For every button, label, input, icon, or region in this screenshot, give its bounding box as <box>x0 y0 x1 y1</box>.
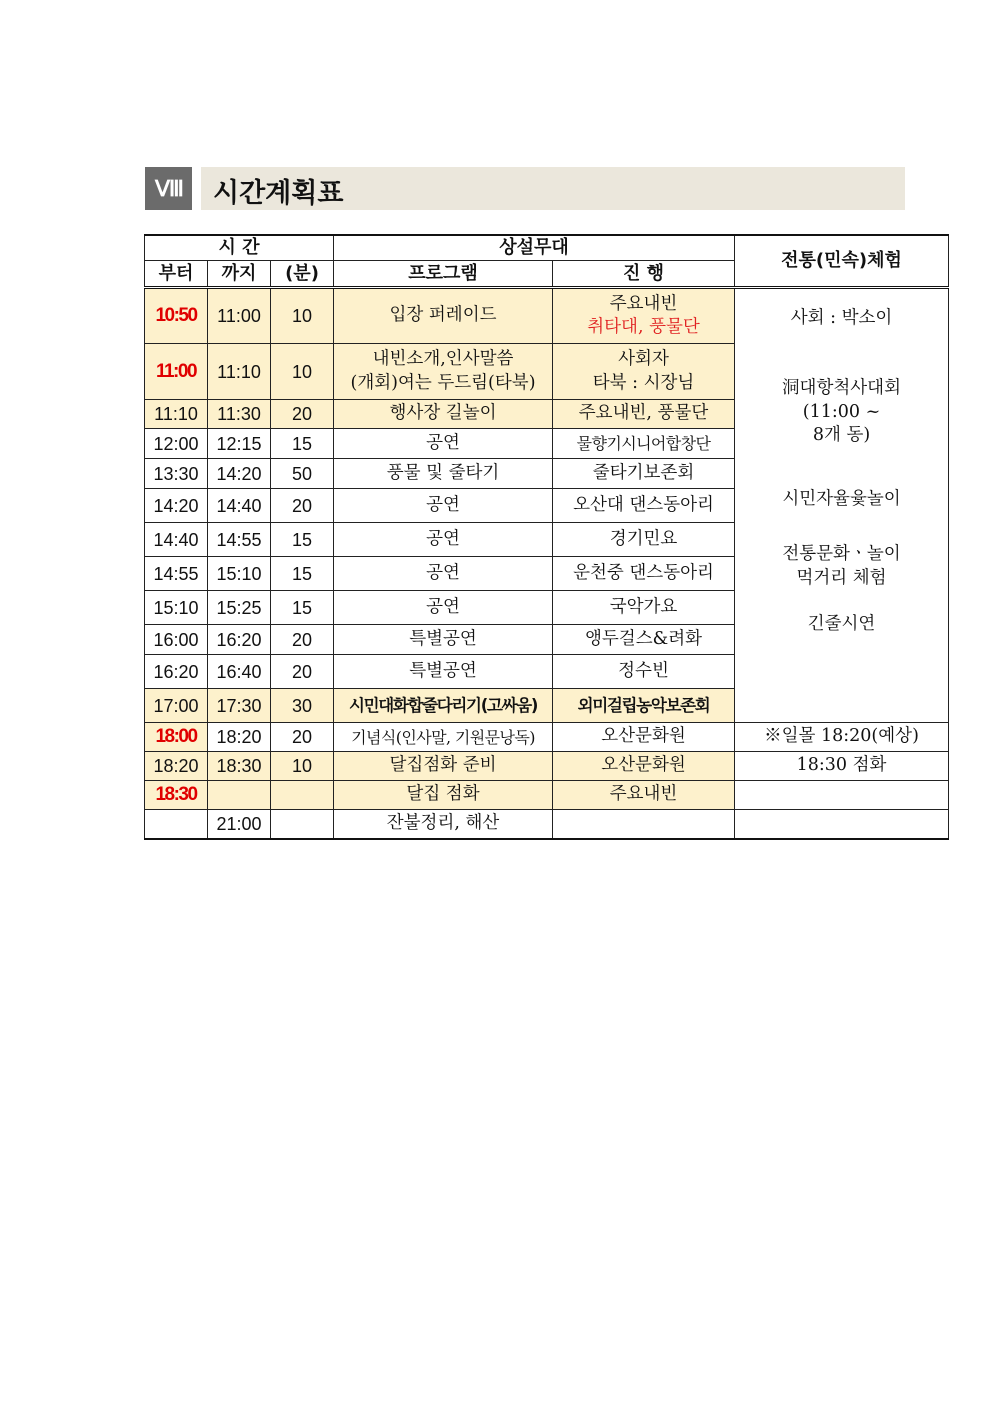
host-line: 주요내빈 <box>609 293 678 314</box>
cell-host: 오산문화원 <box>553 752 735 781</box>
traditional-item: 8개 동) <box>812 425 871 446</box>
cell-to: 12:15 <box>208 429 271 459</box>
section-header <box>145 167 905 210</box>
cell-host: 앵두걸스&려화 <box>553 625 735 655</box>
traditional-item: (11:00 ~ <box>802 401 881 422</box>
cell-host: 운천중 댄스동아리 <box>553 557 735 591</box>
host-line: 타북 : 시장님 <box>592 372 695 393</box>
cell-program: 달집 점화 <box>334 781 553 810</box>
cell-host <box>553 344 735 400</box>
cell-to: 16:20 <box>208 625 271 655</box>
header-host: 진 행 <box>553 261 735 288</box>
cell-program: 기념식(인사말, 기원문낭독) <box>334 723 553 752</box>
section-title-box <box>201 167 905 210</box>
cell-program: 달집점화 준비 <box>334 752 553 781</box>
header-stage: 상설무대 <box>334 235 735 261</box>
cell-to: 14:40 <box>208 489 271 523</box>
cell-program: 행사장 길놀이 <box>334 400 553 429</box>
cell-host: 줄타기보존회 <box>553 459 735 489</box>
cell-program: 특별공연 <box>334 655 553 689</box>
program-line: 내빈소개,인사말씀 <box>372 349 514 370</box>
cell-min: 20 <box>271 400 334 429</box>
cell-to: 16:40 <box>208 655 271 689</box>
header-program: 프로그램 <box>334 261 553 288</box>
cell-min: 20 <box>271 723 334 752</box>
traditional-item: 洞대항척사대회 <box>782 377 901 398</box>
cell-program: 공연 <box>334 429 553 459</box>
cell-from: 11:10 <box>145 400 208 429</box>
cell-min: 10 <box>271 288 334 344</box>
cell-host: 오산대 댄스동아리 <box>553 489 735 523</box>
traditional-item: 시민자율윷놀이 <box>782 488 901 509</box>
cell-host: 물향기시니어합창단 <box>553 429 735 459</box>
cell-min <box>271 810 334 839</box>
cell-side <box>735 810 949 839</box>
cell-side: ※일몰 18:20(예상) <box>735 723 949 752</box>
cell-min: 15 <box>271 591 334 625</box>
cell-min <box>271 781 334 810</box>
table-row <box>145 288 949 344</box>
cell-to: 18:20 <box>208 723 271 752</box>
cell-host: 정수빈 <box>553 655 735 689</box>
cell-from: 13:30 <box>145 459 208 489</box>
traditional-item: 먹거리 체험 <box>796 568 887 589</box>
table-row <box>145 781 949 810</box>
cell-from: 11:00 <box>145 344 208 400</box>
cell-program: 잔불정리, 해산 <box>334 810 553 839</box>
cell-host: 주요내빈, 풍물단 <box>553 400 735 429</box>
cell-to: 21:00 <box>208 810 271 839</box>
cell-min: 30 <box>271 689 334 723</box>
cell-from: 18:20 <box>145 752 208 781</box>
header-from: 부터 <box>145 261 208 288</box>
traditional-item: 긴줄시연 <box>807 613 876 634</box>
table-row <box>145 723 949 752</box>
cell-from: 16:00 <box>145 625 208 655</box>
cell-host: 국악가요 <box>553 591 735 625</box>
cell-from: 10:50 <box>145 288 208 344</box>
cell-min: 50 <box>271 459 334 489</box>
cell-to <box>208 781 271 810</box>
cell-program <box>334 344 553 400</box>
table-row <box>145 752 949 781</box>
cell-from <box>145 810 208 839</box>
cell-from: 14:40 <box>145 523 208 557</box>
cell-program: 특별공연 <box>334 625 553 655</box>
host-line-red: 취타대, 풍물단 <box>587 317 700 338</box>
cell-min: 20 <box>271 655 334 689</box>
cell-host: 경기민요 <box>553 523 735 557</box>
cell-host: 외미걸립농악보존회 <box>553 689 735 723</box>
cell-host <box>553 288 735 344</box>
cell-min: 20 <box>271 625 334 655</box>
header-to: 까지 <box>208 261 271 288</box>
cell-to: 11:00 <box>208 288 271 344</box>
cell-program: 시민대화합줄다리기(고싸움) <box>334 689 553 723</box>
traditional-cell <box>735 288 949 723</box>
header-row-1 <box>145 235 949 261</box>
section-number: Ⅷ <box>145 167 192 210</box>
cell-from: 14:55 <box>145 557 208 591</box>
cell-to: 15:25 <box>208 591 271 625</box>
cell-from: 18:00 <box>145 723 208 752</box>
cell-to: 11:30 <box>208 400 271 429</box>
cell-program: 입장 퍼레이드 <box>334 288 553 344</box>
program-line: (개회)여는 두드림(타북) <box>350 372 536 393</box>
cell-host <box>553 810 735 839</box>
cell-side: 18:30 점화 <box>735 752 949 781</box>
cell-from: 15:10 <box>145 591 208 625</box>
cell-from: 12:00 <box>145 429 208 459</box>
cell-min: 10 <box>271 752 334 781</box>
cell-min: 15 <box>271 429 334 459</box>
host-line: 사회자 <box>618 349 669 370</box>
header-traditional: 전통(민속)체험 <box>735 235 949 288</box>
cell-min: 10 <box>271 344 334 400</box>
cell-program: 공연 <box>334 489 553 523</box>
cell-to: 17:30 <box>208 689 271 723</box>
cell-program: 공연 <box>334 591 553 625</box>
header-time: 시 간 <box>145 235 334 261</box>
cell-program: 공연 <box>334 557 553 591</box>
cell-to: 14:55 <box>208 523 271 557</box>
cell-program: 공연 <box>334 523 553 557</box>
cell-to: 11:10 <box>208 344 271 400</box>
cell-host: 주요내빈 <box>553 781 735 810</box>
cell-from: 17:00 <box>145 689 208 723</box>
cell-from: 18:30 <box>145 781 208 810</box>
cell-to: 18:30 <box>208 752 271 781</box>
cell-min: 20 <box>271 489 334 523</box>
cell-from: 16:20 <box>145 655 208 689</box>
traditional-item: 전통문화ㆍ놀이 <box>782 544 901 565</box>
traditional-item: 사회 : 박소이 <box>790 308 893 329</box>
cell-program: 풍물 및 줄타기 <box>334 459 553 489</box>
schedule-table <box>144 234 949 840</box>
cell-to: 14:20 <box>208 459 271 489</box>
header-min: (분) <box>271 261 334 288</box>
cell-min: 15 <box>271 523 334 557</box>
table-row <box>145 810 949 839</box>
section-title: 시간계획표 <box>213 178 344 209</box>
cell-from: 14:20 <box>145 489 208 523</box>
cell-min: 15 <box>271 557 334 591</box>
cell-side <box>735 781 949 810</box>
cell-host: 오산문화원 <box>553 723 735 752</box>
cell-to: 15:10 <box>208 557 271 591</box>
